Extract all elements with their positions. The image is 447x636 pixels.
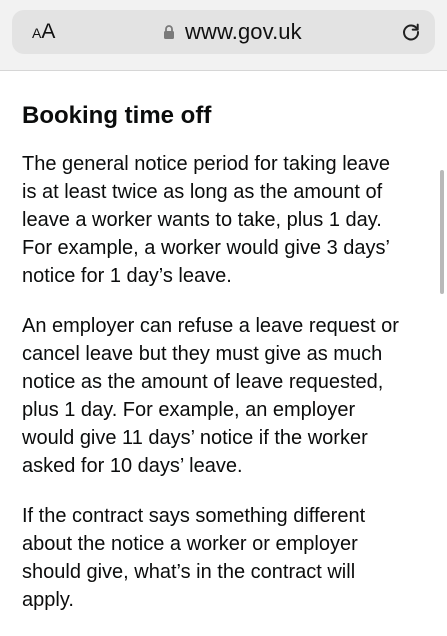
lock-icon [161, 23, 177, 41]
main-content [22, 100, 426, 636]
reload-icon[interactable] [399, 20, 423, 44]
paragraph-refuse-leave: An employer can refuse a leave request or cancel leave but they must give as much notice as the amount of leave requested, plus 1 day. For example, an employer would give 11 days’ notice if the worker asked for 10 days’ leave. [22, 315, 399, 477]
paragraph-notice-period: The general notice period for taking leave is at least twice as long as the amount of leave a worker wants to take, plus 1 day. For example, a worker would give 3 days’ notice for 1 day’s leave. [22, 153, 391, 287]
address-bar[interactable] [12, 10, 435, 54]
url-field[interactable] [161, 10, 302, 54]
browser-toolbar [0, 0, 447, 71]
reader-view-button[interactable] [32, 20, 55, 44]
page-heading: Booking time off [22, 102, 212, 129]
paragraph-contract-notice: If the contract says something different about the notice a worker or employer should give, what’s in the contract will apply. [22, 505, 366, 611]
reader-view-small-letter: A [32, 25, 42, 41]
reader-view-large-letter: A [41, 20, 56, 43]
url-text: www.gov.uk [185, 19, 302, 44]
scrollbar-thumb[interactable] [440, 170, 444, 294]
vertical-scrollbar[interactable] [437, 72, 445, 600]
